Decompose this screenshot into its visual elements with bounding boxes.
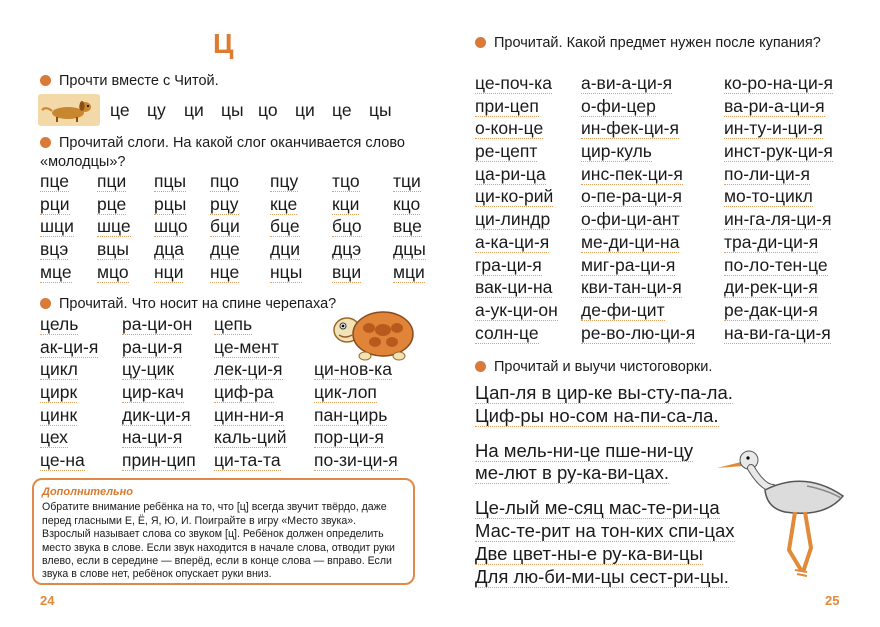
word-text: при-цеп: [475, 95, 539, 116]
word-cell: [122, 359, 214, 382]
word-text: дце: [210, 239, 240, 260]
task-1-right: [475, 34, 847, 53]
syllable-cell: [40, 262, 97, 285]
word-text: мо-то-цикл: [724, 186, 813, 207]
syllable-cell: [40, 194, 97, 217]
syllable-cell: [40, 216, 97, 239]
word-text: дик-ци-я: [122, 404, 191, 425]
word-text: цир-кач: [122, 382, 184, 403]
word-text: це-мент: [214, 336, 279, 357]
syllable: це: [332, 100, 352, 120]
bullet-icon: [475, 37, 486, 48]
word-cell: [314, 314, 414, 337]
word-text: кцо: [393, 193, 421, 214]
syllable-cell: [210, 262, 270, 285]
word-text: ак-ци-я: [40, 336, 99, 357]
word-cell: [724, 232, 849, 255]
word-cell: [122, 450, 214, 473]
verse-line: [475, 497, 735, 520]
word-text: пцо: [210, 171, 240, 191]
word-text: о-фи-цер: [581, 95, 656, 116]
word-text: ра-ци-я: [122, 336, 183, 357]
word-cell: [724, 164, 849, 187]
word-cell: [40, 427, 122, 450]
word-text: на-ви-га-ци-я: [724, 322, 831, 343]
word-cell: [581, 73, 724, 96]
letter-heading: Ц: [213, 28, 234, 59]
syllable-cell: [393, 262, 443, 285]
word-text: цепь: [214, 314, 253, 334]
syllable-cell: [393, 194, 443, 217]
word-cell: [581, 96, 724, 119]
word-cell: [724, 73, 849, 96]
word-text: рце: [97, 193, 127, 214]
verse-text: На мель-ни-це пше-ни-цу: [475, 439, 694, 461]
verse-line: [475, 543, 735, 566]
word-cell: [724, 255, 849, 278]
word-text: нце: [210, 261, 240, 282]
verse-line: [475, 520, 735, 543]
syllable: цы: [369, 100, 392, 120]
word-cell: [475, 255, 581, 278]
verse-text: Циф-ры но-сом на-пи-са-ла.: [475, 404, 719, 426]
word-text: рцы: [154, 193, 187, 214]
word-cell: [122, 427, 214, 450]
word-cell: [581, 255, 724, 278]
bullet-icon: [40, 75, 51, 86]
word-text: дцы: [393, 239, 426, 260]
word-text: циф-ра: [214, 382, 274, 403]
word-cell: [475, 164, 581, 187]
syllable-cell: [332, 171, 393, 194]
word-cell: [724, 186, 849, 209]
word-text: инст-рук-ци-я: [724, 141, 833, 162]
word-text: пцу: [270, 171, 299, 191]
word-text: ре-цепт: [475, 141, 538, 162]
word-text: рци: [40, 193, 70, 214]
dog-chita-illustration: [38, 94, 100, 126]
word-text: о-фи-ци-ант: [581, 209, 680, 230]
task-text: Прочти вместе с Читой.: [59, 73, 219, 89]
syllable: ци: [295, 100, 315, 120]
word-text: ре-во-лю-ци-я: [581, 322, 696, 343]
syllable-row: [110, 100, 406, 121]
word-text: ко-ро-на-ци-я: [724, 73, 834, 93]
verse-line: [475, 382, 735, 405]
word-text: цех: [40, 427, 68, 448]
word-text: це-на: [40, 450, 85, 471]
word-cell: [581, 277, 724, 300]
syllable-cell: [393, 171, 443, 194]
word-text: по-ли-ци-я: [724, 163, 810, 184]
word-text: цинк: [40, 404, 78, 425]
word-text: вак-ци-на: [475, 277, 553, 298]
syllable-cell: [97, 194, 154, 217]
word-cell: [475, 277, 581, 300]
word-cell: [475, 73, 581, 96]
word-text: бцо: [332, 216, 362, 237]
syllable-cell: [40, 171, 97, 194]
words-grid-left: [40, 314, 414, 473]
word-text: ин-ту-и-ци-я: [724, 118, 823, 139]
word-cell: [122, 405, 214, 428]
verse-line: [475, 440, 735, 463]
word-text: вцы: [97, 239, 129, 260]
verse-line: [475, 405, 735, 428]
word-cell: [724, 209, 849, 232]
word-cell: [724, 96, 849, 119]
word-cell: [475, 209, 581, 232]
word-text: ва-ри-а-ци-я: [724, 95, 825, 116]
word-text: а-ка-ци-я: [475, 231, 550, 252]
bullet-icon: [40, 298, 51, 309]
word-text: ци-та-та: [214, 450, 281, 471]
note-box: [32, 478, 415, 585]
word-cell: [581, 186, 724, 209]
word-cell: [581, 141, 724, 164]
word-text: цу-цик: [122, 359, 175, 380]
word-text: це-поч-ка: [475, 73, 552, 93]
word-cell: [475, 232, 581, 255]
word-text: ме-ди-ци-на: [581, 231, 680, 252]
syllable-cell: [210, 239, 270, 262]
word-text: рцу: [210, 193, 239, 214]
word-cell: [40, 337, 122, 360]
verse-text: ме-лют в ру-ка-ви-цах.: [475, 462, 670, 484]
word-cell: [40, 314, 122, 337]
word-text: миг-ра-ци-я: [581, 254, 676, 275]
verse-text: Мас-те-рит на тон-ких спи-цах: [475, 519, 735, 541]
word-text: на-ци-я: [122, 427, 183, 448]
task-text: Прочитай. Что носит на спине черепаха?: [59, 296, 337, 312]
syllable-cell: [210, 216, 270, 239]
word-text: цель: [40, 314, 79, 334]
syllable-cell: [270, 262, 332, 285]
word-text: дца: [154, 239, 184, 260]
syllable-cell: [393, 216, 443, 239]
heron-illustration: [715, 440, 850, 580]
word-cell: [40, 382, 122, 405]
word-text: ци-нов-ка: [314, 359, 392, 380]
syllable-cell: [270, 216, 332, 239]
word-text: ди-рек-ци-я: [724, 277, 818, 298]
word-text: бци: [210, 216, 240, 237]
syllable-cell: [97, 262, 154, 285]
word-text: пцы: [154, 171, 187, 191]
word-text: дци: [270, 239, 301, 260]
word-cell: [724, 277, 849, 300]
syllable-cell: [154, 216, 210, 239]
syllable-grid: [40, 171, 443, 284]
verse-text: Це-лый ме-сяц мас-те-ри-ца: [475, 497, 720, 519]
syllable-cell: [210, 171, 270, 194]
word-cell: [214, 359, 314, 382]
word-cell: [314, 427, 414, 450]
word-cell: [581, 323, 724, 346]
word-cell: [314, 450, 414, 473]
word-cell: [724, 300, 849, 323]
word-cell: [314, 337, 414, 360]
verse: [475, 382, 735, 428]
syllable-cell: [332, 194, 393, 217]
bullet-icon: [40, 137, 51, 148]
word-text: по-зи-ци-я: [314, 450, 398, 471]
word-cell: [475, 300, 581, 323]
word-text: дцэ: [332, 239, 362, 260]
word-cell: [581, 232, 724, 255]
word-cell: [40, 405, 122, 428]
word-text: шци: [40, 216, 74, 237]
tongue-twisters: [475, 382, 735, 600]
syllable-cell: [97, 171, 154, 194]
word-cell: [214, 450, 314, 473]
task-1-left: [40, 72, 219, 91]
word-cell: [581, 300, 724, 323]
word-text: кце: [270, 193, 298, 214]
word-text: бце: [270, 216, 300, 237]
word-cell: [475, 96, 581, 119]
word-text: тцо: [332, 171, 360, 191]
word-cell: [314, 359, 414, 382]
task-text: Прочитай. Какой предмет нужен после купания?: [494, 35, 821, 51]
word-text: тци: [393, 171, 421, 191]
word-cell: [214, 337, 314, 360]
syllable-cell: [332, 216, 393, 239]
task-2-left: [40, 134, 410, 172]
word-text: кци: [332, 193, 360, 214]
note-text: Обратите внимание ребёнка на то, что [ц] всегда звучит твёрдо, даже перед гласными Е, Ё, Я, Ю, И. Поиграйте в игру «Место звука». Взрослый называет слова со звуком [ц]. Ребёнок должен определить место звука в слове. Если звук находится в начале слова, отводит руки влево, если в середине — вперёд, если в конце слова — вправо. Если звука в слове нет, ребёнок опускает руки вниз.: [42, 501, 395, 581]
note-title: Дополнительно: [42, 486, 133, 498]
word-text: прин-цип: [122, 450, 196, 471]
word-text: пан-цирь: [314, 404, 388, 425]
word-text: мце: [40, 261, 72, 282]
word-cell: [475, 118, 581, 141]
word-text: мцо: [97, 261, 129, 282]
task-3-left: [40, 295, 336, 314]
word-text: а-ви-а-ци-я: [581, 73, 673, 93]
word-text: цикл: [40, 359, 78, 380]
word-text: о-пе-ра-ци-я: [581, 186, 682, 207]
syllable-cell: [270, 239, 332, 262]
syllable-cell: [97, 239, 154, 262]
word-text: по-ло-тен-це: [724, 254, 828, 275]
word-text: ра-ци-он: [122, 314, 193, 334]
syllable-cell: [40, 239, 97, 262]
word-text: ин-га-ля-ци-я: [724, 209, 832, 230]
word-cell: [475, 186, 581, 209]
word-text: цир-куль: [581, 141, 652, 162]
task-text: Прочитай и выучи чистоговорки.: [494, 359, 713, 375]
word-cell: [122, 314, 214, 337]
syllable-cell: [154, 239, 210, 262]
verse-text: Для лю-би-ми-цы сест-ри-цы.: [475, 565, 729, 587]
words-grid-right: [475, 73, 849, 345]
word-text: инс-пек-ци-я: [581, 163, 683, 184]
word-cell: [724, 118, 849, 141]
word-text: кви-тан-ци-я: [581, 277, 682, 298]
word-text: каль-ций: [214, 427, 287, 448]
word-text: гра-ци-я: [475, 254, 542, 275]
syllable-cell: [393, 239, 443, 262]
word-cell: [314, 405, 414, 428]
word-text: де-фи-цит: [581, 299, 665, 320]
word-text: цин-ни-я: [214, 404, 285, 425]
word-text: ре-дак-ци-я: [724, 299, 818, 320]
word-text: солн-це: [475, 322, 539, 343]
task-text: Прочитай слоги. На какой слог оканчивается слово «молодцы»?: [40, 135, 405, 170]
syllable-cell: [332, 239, 393, 262]
verse-text: Две цвет-ны-е ру-ка-ви-цы: [475, 542, 703, 564]
word-text: нцы: [270, 261, 303, 282]
word-text: вце: [393, 216, 422, 237]
word-text: ин-фек-ци-я: [581, 118, 679, 139]
word-cell: [475, 141, 581, 164]
word-text: лек-ци-я: [214, 359, 283, 380]
verse-line: [475, 462, 735, 485]
word-cell: [314, 382, 414, 405]
bullet-icon: [475, 361, 486, 372]
word-cell: [214, 405, 314, 428]
word-text: о-кон-це: [475, 118, 544, 139]
word-text: ци-линдр: [475, 209, 551, 230]
verse-text: Цап-ля в цир-ке вы-сту-па-ла.: [475, 382, 733, 403]
syllable-cell: [210, 194, 270, 217]
word-text: нци: [154, 261, 184, 282]
syllable: ци: [184, 100, 204, 120]
syllable: цо: [258, 100, 278, 120]
syllable-cell: [270, 194, 332, 217]
word-text: пци: [97, 171, 127, 191]
word-text: цирк: [40, 382, 78, 403]
word-cell: [122, 382, 214, 405]
word-cell: [581, 164, 724, 187]
word-text: ци-ко-рий: [475, 186, 554, 207]
word-cell: [40, 359, 122, 382]
word-cell: [581, 118, 724, 141]
word-text: вци: [332, 261, 362, 282]
syllable: цу: [147, 100, 166, 120]
syllable: це: [110, 100, 130, 120]
word-text: шце: [97, 216, 131, 237]
word-text: вцэ: [40, 239, 69, 260]
word-text: пце: [40, 171, 70, 191]
word-text: тра-ди-ци-я: [724, 231, 819, 252]
verse: [475, 497, 735, 588]
syllable-cell: [332, 262, 393, 285]
word-cell: [214, 382, 314, 405]
word-cell: [122, 337, 214, 360]
word-text: ца-ри-ца: [475, 163, 546, 184]
word-cell: [475, 323, 581, 346]
syllable-cell: [154, 171, 210, 194]
syllable-cell: [154, 262, 210, 285]
syllable: цы: [221, 100, 244, 120]
word-cell: [581, 209, 724, 232]
word-text: мци: [393, 261, 425, 282]
syllable-cell: [97, 216, 154, 239]
syllable-cell: [154, 194, 210, 217]
page-number-right: 25: [825, 593, 840, 608]
word-text: цик-лоп: [314, 382, 377, 403]
word-text: шцо: [154, 216, 188, 237]
task-2-right: [475, 358, 712, 377]
verse-line: [475, 566, 735, 589]
word-cell: [214, 314, 314, 337]
syllable-cell: [270, 171, 332, 194]
page-number-left: 24: [40, 593, 55, 608]
verse: [475, 440, 735, 486]
word-cell: [214, 427, 314, 450]
word-text: пор-ци-я: [314, 427, 384, 448]
word-cell: [40, 450, 122, 473]
word-text: а-ук-ци-он: [475, 299, 558, 320]
word-cell: [724, 141, 849, 164]
word-cell: [724, 323, 849, 346]
